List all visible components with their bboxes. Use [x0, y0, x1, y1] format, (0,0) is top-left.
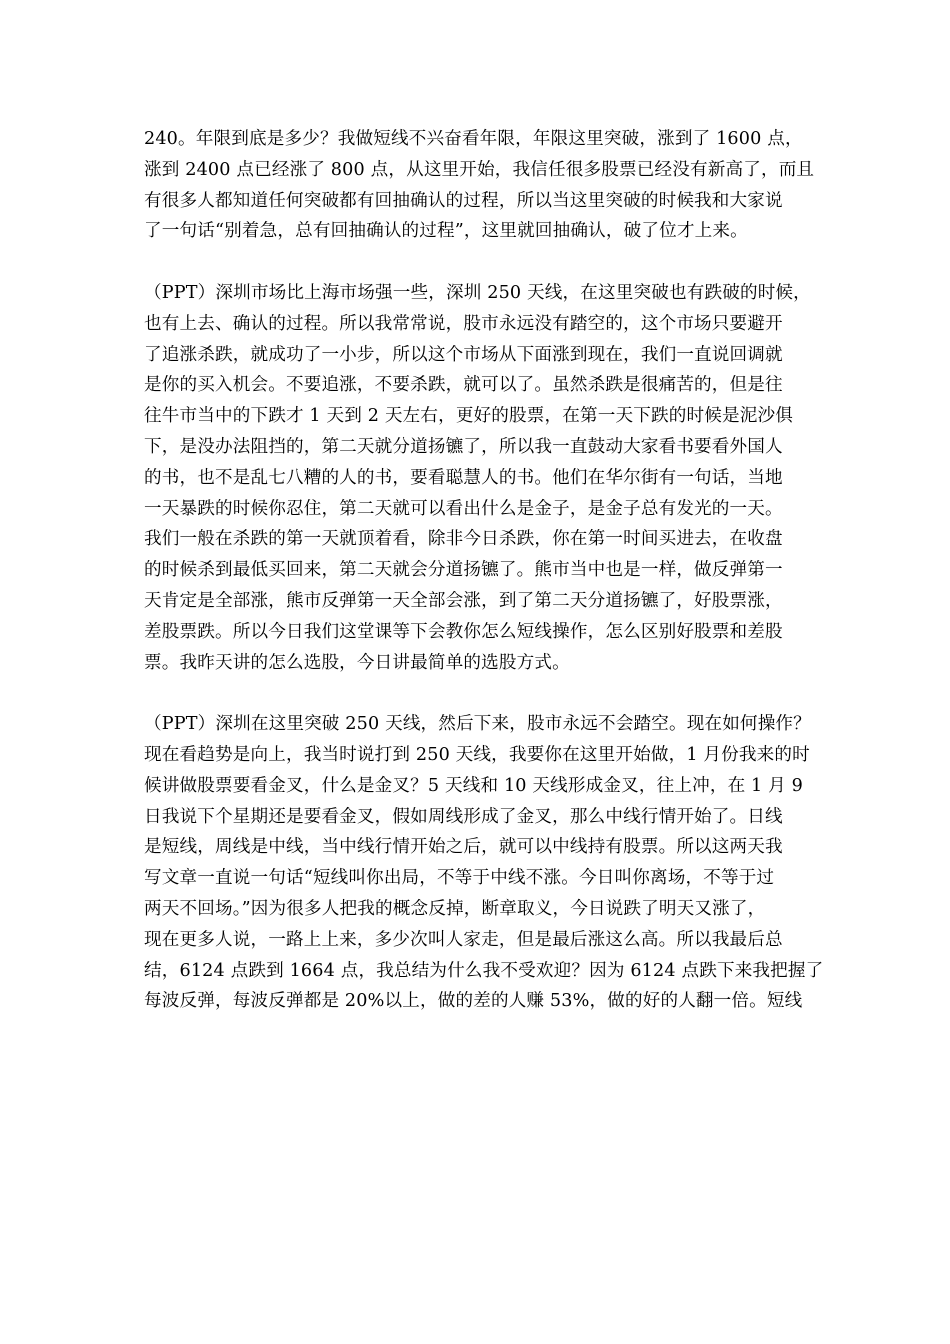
- text-line: 240。年限到底是多少？我做短线不兴奋看年限，年限这里突破，涨到了 1600 点，: [144, 129, 803, 149]
- text-line: 每波反弹，每波反弹都是 20%以上，做的差的人赚 53%，做的好的人翻一倍。短线: [144, 991, 803, 1012]
- text-line: 票。我昨天讲的怎么选股，今日讲最简单的选股方式。: [144, 652, 570, 673]
- text-line: 是你的买入机会。不要追涨，不要杀跌，就可以了。虽然杀跌是很痛苦的，但是往: [144, 375, 783, 396]
- paragraph-2: [144, 278, 856, 678]
- text-line: 的书，也不是乱七八糟的人的书，要看聪慧人的书。他们在华尔街有一句话，当地: [144, 467, 783, 488]
- text-line: 结，6124 点跌到 1664 点，我总结为什么我不受欢迎？因为 6124 点跌下来我把握了: [144, 960, 824, 981]
- text-line: 也有上去、确认的过程。所以我常常说，股市永远没有踏空的，这个市场只要避开: [144, 313, 783, 334]
- paragraph-gap: [144, 678, 856, 709]
- text-line: 我们一般在杀跌的第一天就顶着看，除非今日杀跌，你在第一时间买进去，在收盘: [144, 529, 783, 550]
- text-line: （PPT）深圳市场比上海市场强一些，深圳 250 天线，在这里突破也有跌破的时候，: [144, 282, 811, 303]
- text-line: 天肯定是全部涨，熊市反弹第一天全部会涨，到了第二天分道扬镳了，好股票涨，: [144, 590, 783, 611]
- text-line: 是短线，周线是中线，当中线行情开始之后，就可以中线持有股票。所以这两天我: [144, 837, 783, 858]
- paragraph-gap: [144, 247, 856, 278]
- text-line: 有很多人都知道任何突破都有回抽确认的过程，所以当这里突破的时候我和大家说: [144, 190, 783, 211]
- paragraph-1: [144, 124, 856, 247]
- text-line: 一天暴跌的时候你忍住，第二天就可以看出什么是金子，是金子总有发光的一天。: [144, 498, 783, 519]
- text-line: 候讲做股票要看金叉，什么是金叉？5 天线和 10 天线形成金叉，往上冲，在 1 月 9: [144, 775, 803, 796]
- text-line: 两天不回场。”因为很多人把我的概念反掉，断章取义，今日说跌了明天又涨了，: [144, 898, 766, 919]
- text-line: 涨到 2400 点已经涨了 800 点，从这里开始，我信任很多股票已经没有新高了，而且: [144, 159, 815, 180]
- text-line: 下，是没办法阻挡的，第二天就分道扬镳了，所以我一直鼓动大家看书要看外国人: [144, 436, 783, 457]
- text-line: 差股票跌。所以今日我们这堂课等下会教你怎么短线操作，怎么区别好股票和差股: [144, 621, 783, 642]
- text-line: 日我说下个星期还是要看金叉，假如周线形成了金叉，那么中线行情开始了。日线: [144, 806, 783, 827]
- paragraph-3: [144, 709, 856, 1017]
- text-line: 的时候杀到最低买回来，第二天就会分道扬镳了。熊市当中也是一样，做反弹第一: [144, 560, 783, 581]
- text-line: 现在更多人说，一路上上来，多少次叫人家走，但是最后涨这么高。所以我最后总: [144, 929, 783, 950]
- text-line: 现在看趋势是向上，我当时说打到 250 天线，我要你在这里开始做，1 月份我来的时: [144, 744, 810, 765]
- text-line: 了追涨杀跌，就成功了一小步，所以这个市场从下面涨到现在，我们一直说回调就: [144, 344, 783, 365]
- text-line: 往牛市当中的下跌才 1 天到 2 天左右，更好的股票，在第一天下跌的时候是泥沙俱: [144, 406, 793, 427]
- text-line: 写文章一直说一句话“短线叫你出局，不等于中线不涨。今日叫你离场，不等于过: [144, 868, 775, 889]
- document-body: [144, 124, 856, 1017]
- text-line: 了一句话“别着急，总有回抽确认的过程”，这里就回抽确认，破了位才上来。: [144, 221, 748, 242]
- text-line: （PPT）深圳在这里突破 250 天线，然后下来，股市永远不会踏空。现在如何操作？: [144, 714, 811, 735]
